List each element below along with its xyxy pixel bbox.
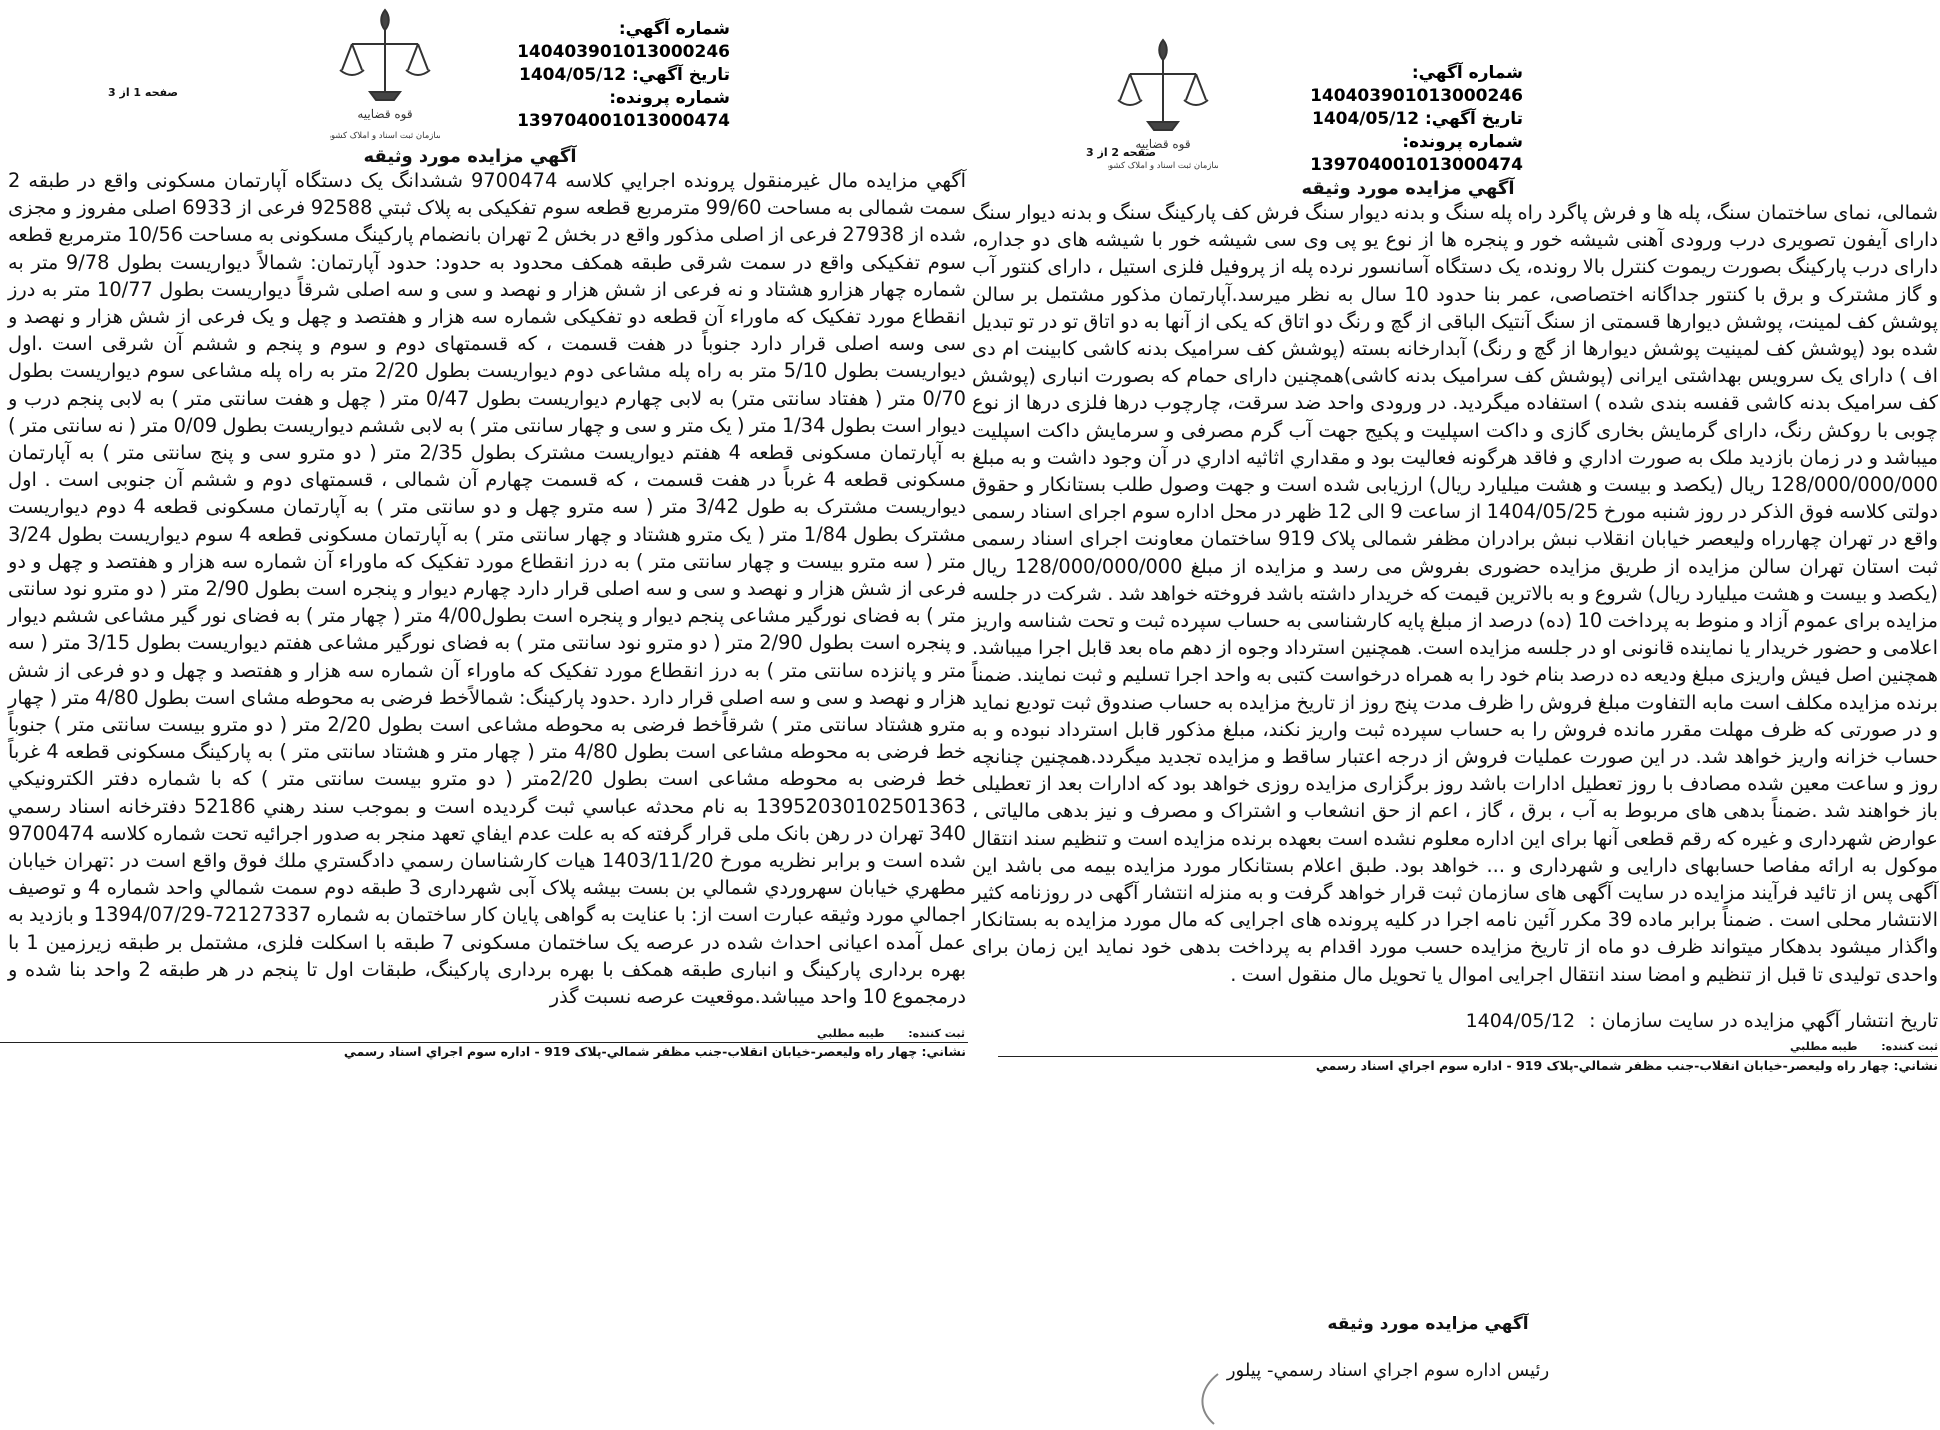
- file-number: 139704001013000474: [1310, 155, 1523, 175]
- file-number-label: شماره پرونده:: [1402, 132, 1523, 152]
- ad-body-text: شمالی، نمای ساختمان سنگ، پله ها و فرش پاگرد راه پله سنگ و بدنه دیوار سنگ فرش کف پارکینگ سنگ و بدنه دیوار سنگ دارای آیفون تصویری درب ورودی آهنی شیشه خور و پنجره ها از نوع یو پی وی سی شیشه خور با شیشه های دو جداره، دارای درب پارکینگ بصورت ریموت کنترل بالا رونده، یک دستگاه آسانسور نرده پله از پروفیل فلزی استیل ، دارای کنتور آب و گاز مشترک و برق با کنتور جداگانه اختصاصی، عمر بنا حدود 10 سال به نظر میرسد.آپارتمان مذکور مشتمل بر سالن پوشش کف لمینت، پوشش دیوارها قسمتی از سنگ آنتیک الباقی از گچ و رنگ دو اتاق که یکی از آنها به دو اتاق تو در تو تبدیل شده بود (پوشش کف لمینیت پوشش دیوارها از گچ و رنگ) آبدارخانه بسته (پوشش کف سرامیک بدنه کاشی کابینت ام دی اف ) دارای یک سرویس بهداشتی ایرانی (پوشش کف سرامیک بدنه کاشی)همچنین دارای حمام که بصورت انباری (پوشش کف سرامیک بدنه کاشی قفسه بندی شده ) استفاده میگردید. در ورودی واحد ضد سرقت، چارچوب درها فلزی درها از نوع چوبی با روکش رنگ، دارای گرمایش بخاری گازی و داکت اسپلیت و پکیج جهت آب گرم مصرفی و سرمایش داکت اسپلیت میباشد و در زمان بازدید ملک به صورت اداري و فاقد هرگونه فعاليت بود و مقداري اثاثيه اداري در آن وجود داشت و به مبلغ 128/000/000/000 ريال (يكصد و بيست و هشت ميليارد ريال) ارزيابی شده است و جهت وصول طلب بستانكار و حقوق دولتی كلاسه فوق الذكر در روز شنبه مورخ 1404/05/25 از ساعت 9 الی 12 ظهر در محل اداره سوم اجرای اسناد رسمی واقع در تهران چهارراه وليعصر خيابان انقلاب نبش برادران مظفر شمالی پلاک 919 ساختمان معاونت اجرای اسناد رسمی ثبت استان تهران سالن مزايده از طريق مزايده حضوری بفروش می رسد و مزايده از مبلغ 128/000/000/000 ريال (يكصد و بيست و هشت ميليارد ريال) شروع و به بالاترين قيمت كه خريدار داشته باشد فروخته خواهد شد . شركت در جلسه مزايده برای عموم آزاد و منوط به پرداخت 10 (ده) درصد از مبلغ پايه كارشناسی به حساب سپرده ثبت و تحت شناسه واريز اعلامی و حضور خريدار يا نماينده قانونی او در جلسه مزايده است. همچنين استرداد وجوه از دهم ماه بعد قابل اجرا ميباشد. همچنين اصل فيش واريزی مبلغ وديعه ده درصد بنام خود را به همراه درخواست كتبی به واحد اجرا تسليم و ثبت نمايند. ضمناً برنده مزايده مكلف است مابه التفاوت مبلغ فروش را ظرف مدت پنج روز از تاريخ مزايده به حساب صندوق ثبت توديع نمايد و در صورتی كه ظرف مهلت مقرر مانده فروش را به حساب سپرده ثبت واريز نكند، مبلغ مذكور قابل استرداد نبوده و به حساب خزانه واريز خواهد شد. در اين صورت عمليات فروش از درجه اعتبار ساقط و مزايده تجديد ميگردد.همچنين چنانچه روز و ساعت معين شده مصادف با روز تعطيل ادارات باشد روز برگزاری مزايده روزی خواهد بود كه ادارات بعد از تعطيلی باز خواهند شد .ضمناً بدهی های مربوط به آب ، برق ، گاز ، اعم از حق انشعاب و اشتراک و مصرف و نيز بدهی مالياتی ، عوارض شهرداری و غيره كه رقم قطعی آنها برای اين اداره معلوم نشده است بعهده برنده مزايده است و تنظيم سند انتقال موكول به ارائه مفاصا حسابهای دارايی و شهرداری و ... خواهد بود. طبق اعلام بستانكار مورد مزايده بيمه می باشد اين آگهی پس از تائيد فرآيند مزايده در سايت آگهی های سازمان ثبت قرار خواهد گرفت و به منزله انتشار آگهی در روزنامه كثير الانتشار محلی است . ضمناً برابر ماده 39 مكرر آئين نامه اجرا در كليه پرونده های اجرايی كه مال مورد مزايده به بستانكار واگذار ميشود بدهكار ميتواند ظرف دو ماه از تاريخ مزايده حسب مورد اقدام به پرداخت بدهی خود نمايد اين زمان برای واحدی توليدی تا قبل از تنظيم و امضا سند انتقال اجرايی اموال يا تحويل مال منقول است .: [972, 201, 1939, 986]
- file-number: 139704001013000474: [517, 111, 730, 131]
- svg-text:قوه قضاييه: قوه قضاييه: [357, 107, 413, 121]
- ad-meta-block: [460, 18, 730, 133]
- file-number-row: [1253, 131, 1523, 177]
- ad-date: 1404/05/12: [518, 65, 627, 85]
- publish-date-label: تاريخ انتشار آگهي مزايده در سايت سازمان :: [1589, 1010, 1938, 1032]
- ad-page-2: [968, 0, 1940, 1429]
- registrar-label: ثبت کننده:: [908, 1027, 965, 1040]
- ad-number-row: [460, 18, 730, 64]
- ad-title: آگهي مزايده مورد وثيقه: [363, 146, 577, 167]
- ad-number-label: شماره آگهي:: [618, 19, 730, 39]
- ad-meta-block: [1253, 62, 1523, 177]
- ad-date: 1404/05/12: [1311, 109, 1420, 129]
- registrar-label: ثبت کننده:: [1881, 1040, 1938, 1053]
- page-number: صفحه 2 از 3: [1086, 146, 1157, 159]
- ad-date-label: تاريخ آگهي:: [1424, 109, 1523, 129]
- ad-title: آگهي مزايده مورد وثيقه: [1301, 178, 1515, 199]
- registrar-name: طيبه مطلبي: [816, 1027, 885, 1040]
- ad-date-row: [460, 64, 730, 87]
- ad-number: 140403901013000246: [517, 42, 730, 62]
- file-number-label: شماره پرونده:: [609, 88, 730, 108]
- svg-text:سازمان ثبت اسناد و املاک کشور: سازمان ثبت اسناد و املاک کشور: [330, 131, 440, 141]
- page-number: صفحه 1 از 3: [108, 86, 179, 99]
- registrar-name: طيبه مطلبي: [1789, 1040, 1858, 1053]
- file-number-row: [460, 87, 730, 133]
- ad-body-text: آگهي مزايده مال غيرمنقول پرونده اجرايي كلاسه 9700474 ششدانگ يک دستگاه آپارتمان مسکونی واقع در طبقه 2 سمت شمالی به مساحت 99/60 مترمربع قطعه سوم تفکیکی به پلاک ثبتي 92588 فرعی از 6933 اصلی مفروز و مجزی شده از 27938 فرعی از اصلی مذکور واقع در بخش 2 تهران بانضمام پارکینگ مسکونی به مساحت 10/56 مترمربع قطعه سوم تفکیکی واقع در سمت شرقی طبقه همکف محدود به حدود: حدود آپارتمان: شمالاً دیواریست بطول 9/78 متر به شماره چهار هزارو هشتاد و نه فرعی از شش هزار و نهصد و سی و سه اصلی شرقاً دیواریست بطول 10/77 متر به درز انقطاع مورد تفکیک که ماوراء آن قطعه دو تفکیکی شماره سه هزار و هفتصد و چهل و یک فرعی از شش هزار و نهصد و سی وسه اصلی قرار دارد جنوباً در هفت قسمت ، که قسمتهای دوم و سوم و پنجم و ششم آن شرقی است .اول دیواریست بطول 5/10 متر به راه پله مشاعی دوم دیواریست بطول 2/20 متر به راه پله مشاعی سوم دیواریست بطول 0/70 متر ( هفتاد سانتی متر) به لابی چهارم دیواریست بطول 0/47 متر ( چهل و هفت سانتی متر ) به لابی پنجم درب و دیوار است بطول 1/34 متر ( یک متر و سی و چهار سانتی متر ) به لابی ششم دیواریست بطول 0/09 متر ( نه سانتی متر ) به آپارتمان مسکونی قطعه 4 هفتم دیواریست مشترک بطول 2/35 متر ( دو مترو سی و پنج سانتی متر ) به آپارتمان مسکونی قطعه 4 غرباً در هفت قسمت ، که قسمت چهارم آن شمالی ، قسمتهای دوم و ششم آن جنوبی است . اول دیواریست مشترک به طول 3/42 متر ( سه مترو چهل و دو سانتی متر ) به آپارتمان مسکونی قطعه 4 دوم دیواریست مشترک بطول 1/84 متر ( یک مترو هشتاد و چهار سانتی متر ) به آپارتمان مسکونی قطعه 4 سوم دیواریست بطول 3/24 متر ( سه مترو بیست و چهار سانتی متر ) به درز انقطاع مورد تفکیک که ماوراء آن شماره سه هزار و هفتصد و چهل و دو فرعی از شش هزار و نهصد و سی و سه اصلی قرار دارد چهارم دیوار و پنجره است بطول 2/90 متر ( دو مترو نود سانتی متر ) به فضای نورگیر مشاعی پنجم دیوار و پنجره است بطول4/00 متر ( چهار متر ) به فضای نور گیر مشاعی ششم دیوار و پنجره است بطول 2/90 متر ( دو مترو نود سانتی متر ) به فضای نورگیر مشاعی هفتم دیواریست بطول 3/15 متر ( سه متر و پانزده سانتی متر ) به درز انقطاع مورد تفکیک که ماوراء آن شماره سه هزار و هفتصد و چهل و دو فرعی از شش هزار و نهصد و سی و سه اصلی قرار دارد .حدود پارکینگ: شمالاًخط فرضی به محوطه مشای است بطول 4/80 متر ( چهار مترو هشتاد سانتی متر ) شرقاًخط فرضی به محوطه مشاعی است بطول 2/20 متر ( دو مترو بیست سانتی متر ) جنوباً خط فرضی به محوطه مشاعی است بطول 4/80 متر ( چهار متر و هشتاد سانتی متر ) به پارکینگ مسکونی قطعه 4 غرباً خط فرضی به محوطه مشاعی است بطول 2/20متر ( دو مترو بیست سانتی متر ) كه با شماره دفتر الكترونيكي 13952030102501363 به نام محدثه عباسي ثبت گرديده است و بموجب سند رهني 52186 دفترخانه اسناد رسمي 340 تهران در رهن بانک ملی قرار گرفته كه به علت عدم ايفاي تعهد منجر به صدور اجرائيه تحت شماره كلاسه 9700474 شده است و برابر نظريه مورخ 1403/11/20 هيات كارشناسان رسمي دادگستري ملك فوق واقع است در :تهران خيابان مطهري خيابان سهروردي شمالي بن بست بيشه پلاک آبی شهرداری 3 طبقه دوم سمت شمالي واحد شماره 4 و توصيف اجمالي مورد وثيقه عبارت است از: با عنایت به گواهی پایان کار ساختمان به شماره 72127337-1394/07/29 و بازدید به عمل آمده اعیانی احداث شده در عرصه یک ساختمان مسکونی 7 طبقه با اسکلت فلزی، مشتمل بر طبقه زیرزمین 1 با بهره برداری پارکینگ و انباری طبقه همکف با بهره برداری پارکینگ، طبقات اول تا پنجم در هر طبقه 2 واحد بنا شده و درمجموع 10 واحد میباشد.موقعیت عرصه نسبت گذر: [8, 169, 967, 1009]
- publish-date-line: [1268, 1010, 1938, 1032]
- publish-date: 1404/05/12: [1465, 1010, 1576, 1032]
- ad-number-label: شماره آگهي:: [1411, 63, 1523, 83]
- ad-date-label: تاريخ آگهي:: [631, 65, 730, 85]
- footer-rule: [0, 1042, 968, 1043]
- registrar: [1568, 1040, 1938, 1053]
- footer-rule: [998, 1056, 1938, 1057]
- svg-text:قوه قضاييه: قوه قضاييه: [1135, 137, 1191, 151]
- final-ad-title: آگهي مزايده مورد وثيقه: [1327, 1314, 1529, 1334]
- judiciary-logo: [330, 0, 440, 150]
- ad-page-1: [0, 0, 968, 1060]
- signature-line: رئيس اداره سوم اجراي اسناد رسمي- پيلور: [1226, 1360, 1550, 1381]
- registrar: [610, 1027, 965, 1040]
- ad-number: 140403901013000246: [1310, 86, 1523, 106]
- ad-date-row: [1253, 108, 1523, 131]
- stamp-curve-icon: [1178, 1370, 1234, 1426]
- address: نشاني: چهار راه وليعصر-خيابان انقلاب-جنب مظفر شمالي-پلاک 919 - اداره سوم اجراي اسناد رسمي: [343, 1044, 966, 1059]
- svg-text:سازمان ثبت اسناد و املاک کشور: سازمان ثبت اسناد و املاک کشور: [1108, 161, 1218, 171]
- scales-of-justice-icon: [330, 0, 440, 150]
- ad-number-row: [1253, 62, 1523, 108]
- address: نشاني: چهار راه وليعصر-خيابان انقلاب-جنب مظفر شمالي-پلاک 919 - اداره سوم اجراي اسناد رسمي: [1315, 1058, 1938, 1073]
